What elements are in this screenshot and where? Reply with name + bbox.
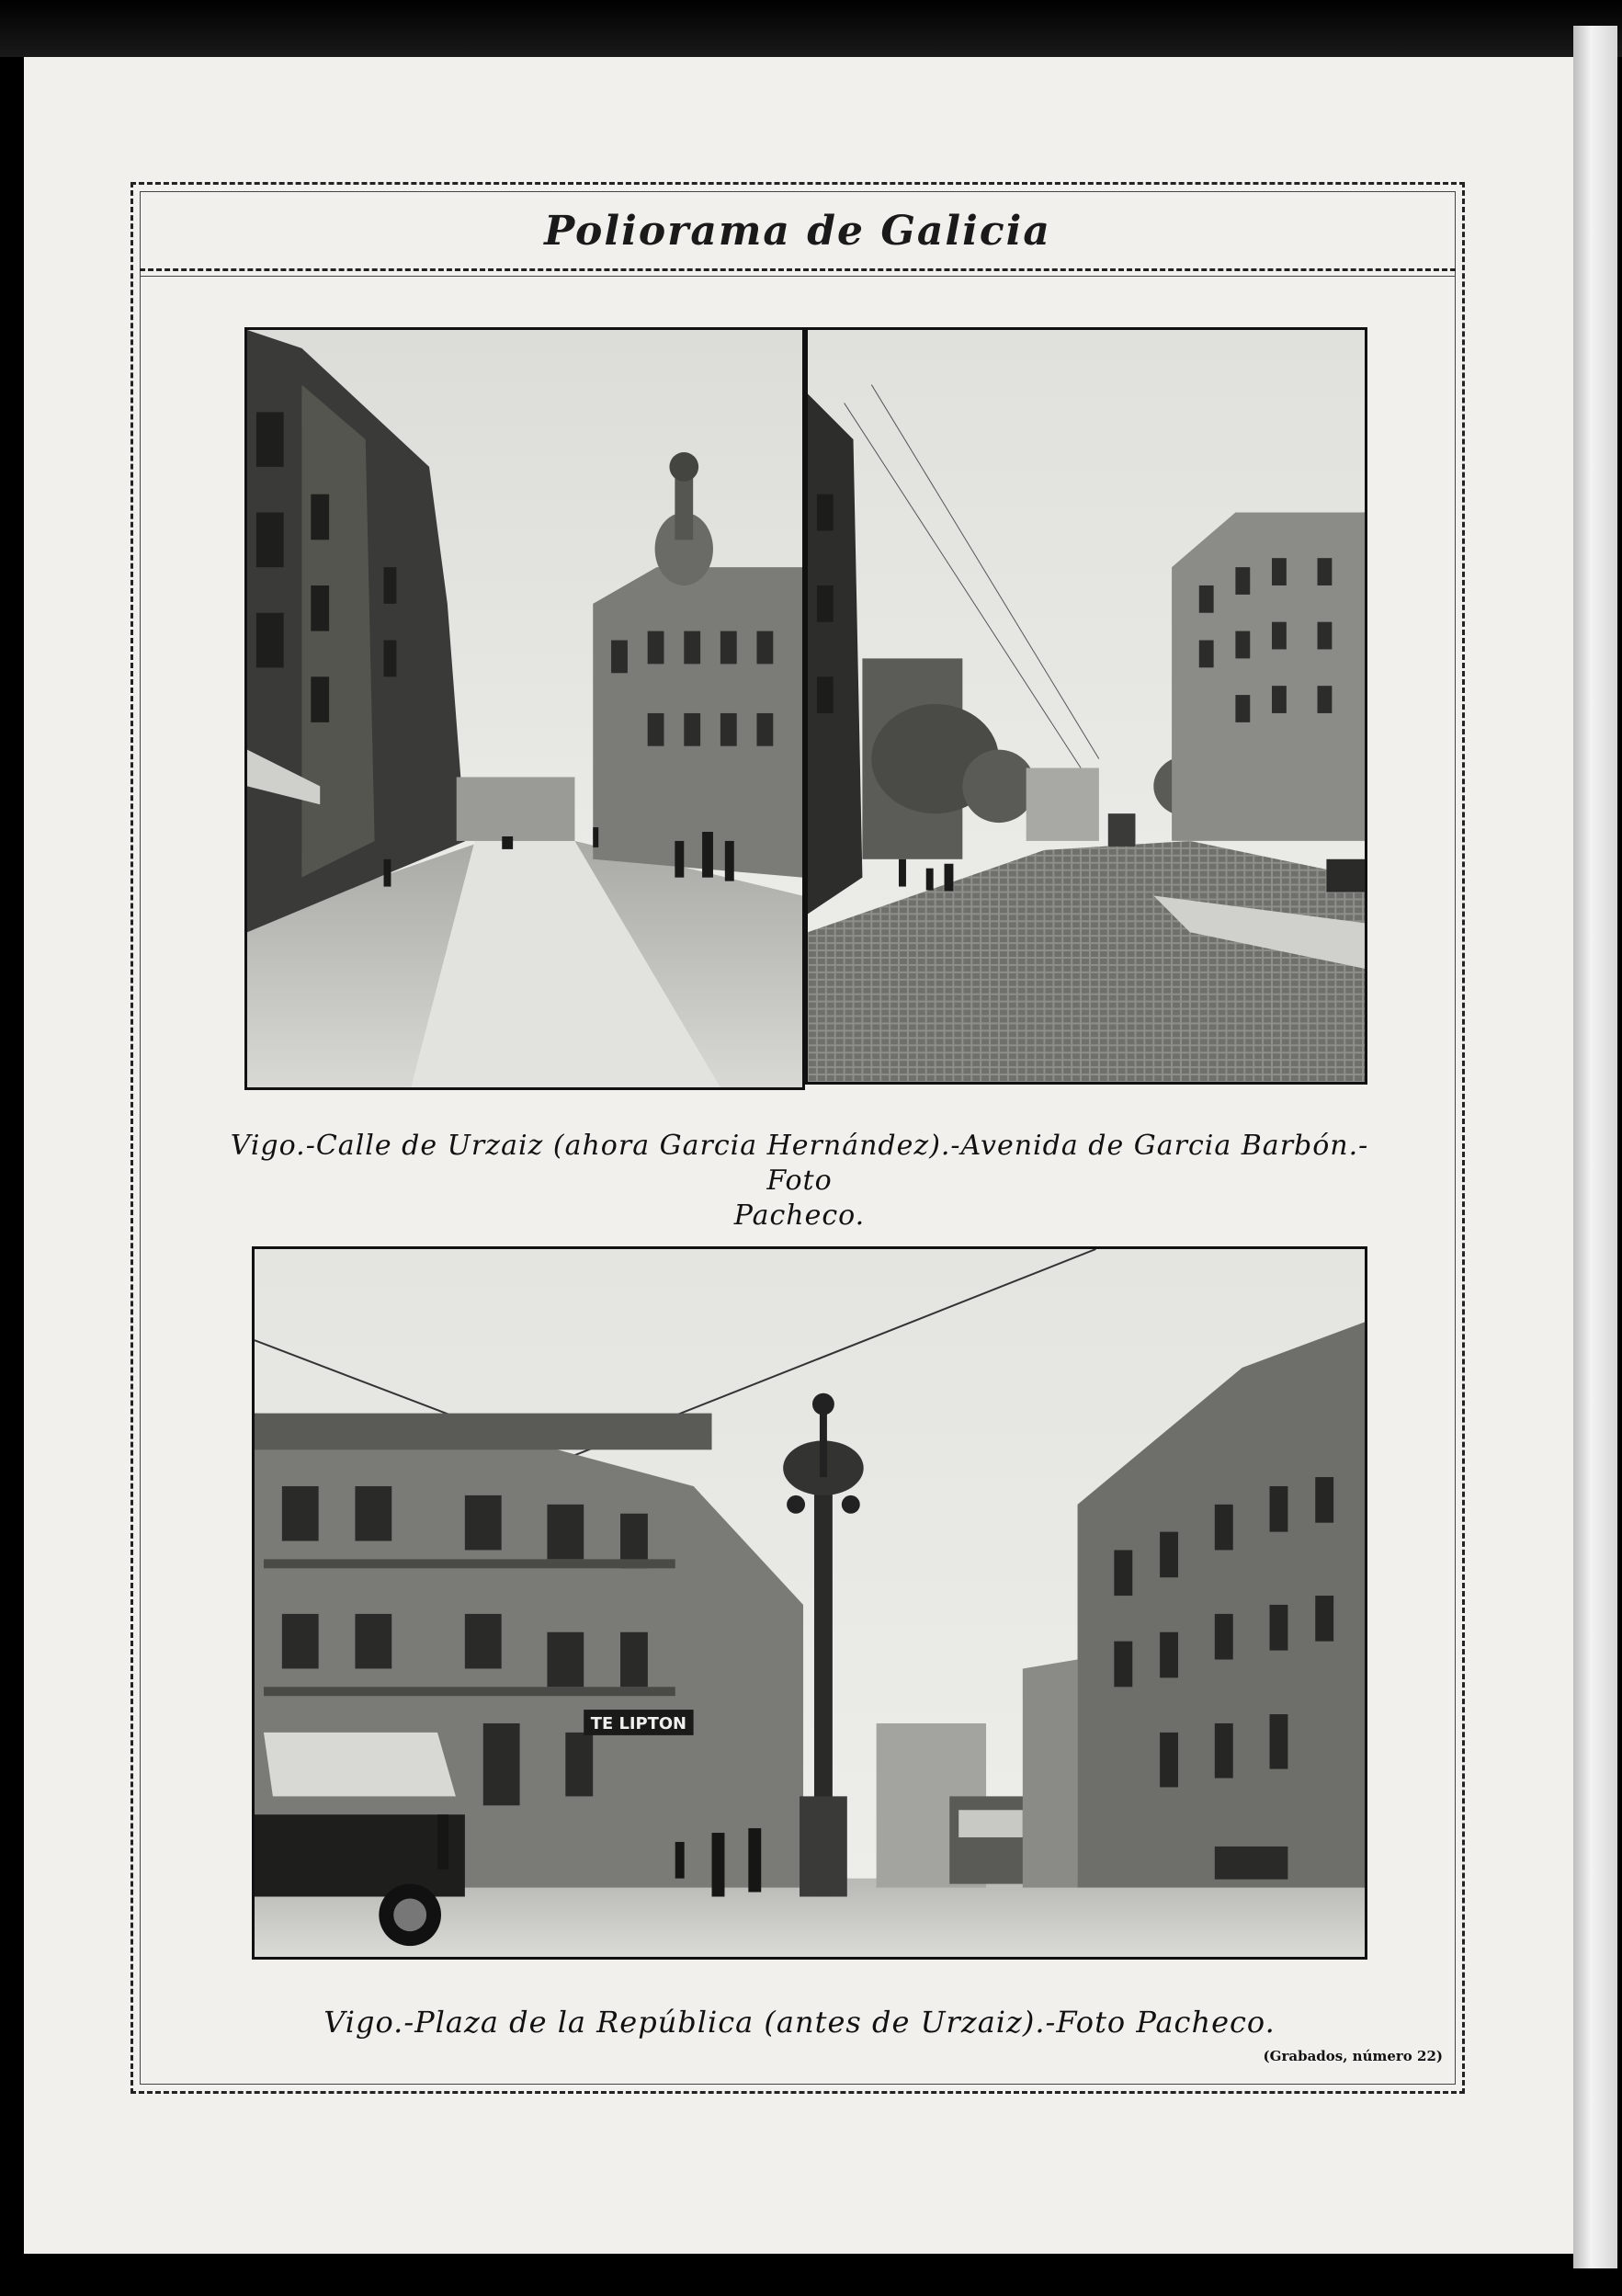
header-rule <box>140 268 1456 271</box>
photo-calle-urzaiz-image <box>247 330 802 1087</box>
caption-top-line-1: Vigo.-Calle de Urzaiz (ahora Garcia Hernández).-Avenida de Garcia Barbón.-Foto <box>230 1130 1369 1197</box>
page-curl-edge <box>1573 26 1617 2268</box>
plate-number-note: (Grabados, número 22) <box>1263 2048 1443 2064</box>
scan-top-shadow <box>0 0 1622 57</box>
caption-top-line-2: Pacheco. <box>733 1199 866 1232</box>
photo-calle-urzaiz <box>244 327 805 1090</box>
photo-plaza-republica <box>252 1246 1367 1960</box>
photo-avenida-garcia-barbon-image <box>808 330 1365 1082</box>
te-lipton-sign: TE LIPTON <box>590 1713 687 1733</box>
masthead-title: Poliorama de Galicia <box>544 208 1051 255</box>
photo-avenida-garcia-barbon <box>805 327 1367 1085</box>
caption-top <box>230 1129 1369 1233</box>
header-rule-thin <box>140 276 1456 277</box>
caption-bottom: Vigo.-Plaza de la República (antes de Urzaiz).-Foto Pacheco. <box>323 2005 1276 2040</box>
photo-plaza-republica-image <box>255 1249 1365 1957</box>
